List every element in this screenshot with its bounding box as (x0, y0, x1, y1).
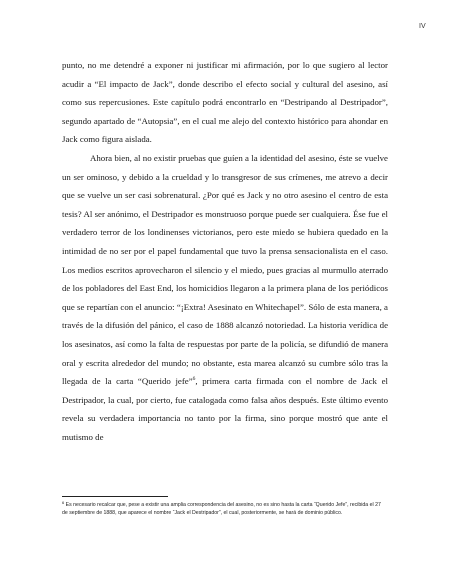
paragraph-2-text-end: , primera carta firmada con el nombre de Jack el Destripador, la cual, por cierto, fue catalogada como falsa años después. Este último evento revela su verdadera importancia no tanto por la firma, sino porque mostró que ante el mutismo de (62, 376, 388, 442)
footnote-separator (62, 496, 168, 497)
footnote-text: Es necesario recalcar que, pese a existir una amplia correspondencia del asesino, no es sino hasta la carta “Querido Jefe”, recibida el 27 de septiembre de 1888, que aparece el nombre “Jack el Destripador”, el cual, posteriormente, se hará de dominio público. (62, 502, 381, 516)
footnote (62, 501, 388, 517)
paragraph-1: punto, no me detendré a exponer ni justificar mi afirmación, por lo que sugiero al lector acudir a “El impacto de Jack”, donde describo el efecto social y cultural del asesino, así como sus repercusiones. Este capítulo podrá encontrarlo en “Destripando al Destripador”, segundo apartado de “Autopsia”, en el cual me alejo del contexto histórico para ahondar en Jack como figura aislada. (62, 60, 388, 145)
paragraph-2 (62, 149, 388, 447)
paragraph-2-text-start: Ahora bien, al no existir pruebas que guíen a la identidad del asesino, éste se vuelve un ser ominoso, y debido a la crueldad y lo transgresor de sus crímenes, me atrevo a decir que se vuelve un ser casi sobrenatural. ¿Por qué es Jack y no otro asesino el centro de esta tesis? Al ser anónimo, el Destripador es monstruoso porque puede ser cualquiera. Ése fue el verdadero terror de los londinenses victorianos, pero este miedo se hubiera quedado en la intimidad de no ser por el papel fundamental que tuvo la prensa sensacionalista en el caso. Los medios escritos aprovecharon el silencio y el miedo, pues gracias al murmullo aterrado de los pobladores del East End, los homicidios llegaron a la primera plana de los periódicos que se repartían con el anuncio: “¡Extra! Asesinato en Whitechapel”. Sólo de esta manera, a través de la difusión del pánico, el caso de 1888 alcanzó notoriedad. La historia verídica de los asesinatos, así como la falta de respuestas por parte de la policía, se difundió de manera oral y escrita alrededor del mundo; no obstante, esta marea alcanzó su cumbre sólo tras la llegada de la carta “Querido jefe” (62, 152, 388, 387)
body-text (62, 56, 388, 446)
footnote-reference: 6 (192, 376, 196, 383)
page-number: IV (419, 23, 426, 30)
footnote-number: 6 (62, 500, 65, 505)
